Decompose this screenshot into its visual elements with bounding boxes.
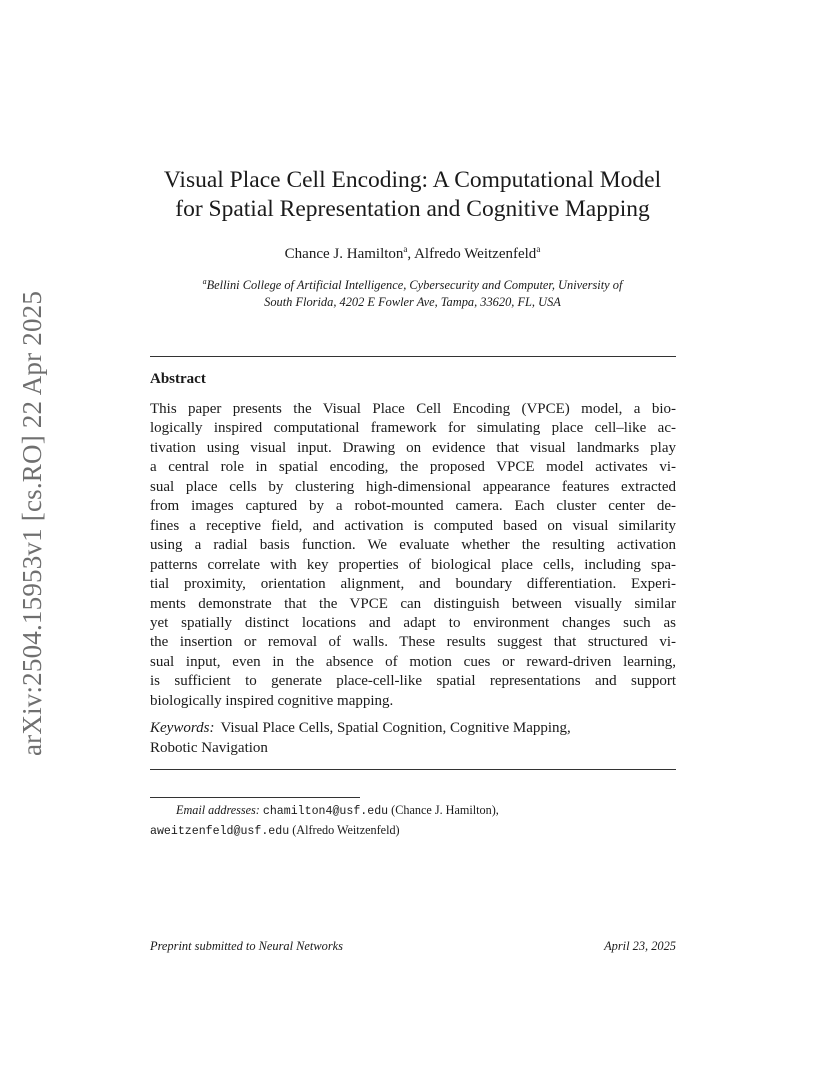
bottom-divider — [150, 769, 676, 770]
keywords-label: Keywords: — [150, 720, 215, 736]
author-list — [150, 245, 675, 263]
footnote-line-2 — [150, 821, 676, 841]
email-owner-1: (Chance J. Hamilton), — [391, 803, 499, 817]
abstract-line: sual input, even in the absence of motion cues or reward-driven learning, — [150, 653, 676, 670]
affiliation-line-2: South Florida, 4202 E Fowler Ave, Tampa, 33620, FL, USA — [264, 295, 561, 309]
submission-date: April 23, 2025 — [604, 939, 676, 953]
email-link-2[interactable]: aweitzenfeld@usf.edu — [150, 825, 290, 838]
keywords-text: Visual Place Cells, Spatial Cognition, Cognitive Mapping, — [220, 720, 571, 736]
abstract-heading: Abstract — [150, 371, 206, 387]
abstract-line: ments demonstrate that the VPCE can distinguish between visually similar — [150, 595, 676, 612]
abstract-line: from images captured by a robot-mounted camera. Each cluster center de- — [150, 498, 676, 515]
footnote-divider — [150, 797, 360, 798]
abstract-line: logically inspired computational framework for simulating place cell–like ac- — [150, 420, 676, 437]
author-separator: , — [407, 246, 415, 262]
abstract-line: a central role in spatial encoding, the proposed VPCE model activates vi- — [150, 459, 676, 476]
title-line-1: Visual Place Cell Encoding: A Computational Model — [163, 167, 662, 193]
affiliation — [150, 277, 675, 311]
abstract-line: tivation using visual input. Drawing on evidence that visual landmarks play — [150, 439, 676, 456]
abstract-body — [150, 400, 676, 711]
title-line-2: for Spatial Representation and Cognitive Mapping — [175, 196, 650, 222]
paper-title — [150, 166, 675, 224]
abstract-line: sual place cells by clustering high-dimensional appearance features extracted — [150, 478, 676, 495]
author-name: Alfredo Weitzenfeld — [414, 246, 537, 262]
top-divider — [150, 356, 676, 357]
abstract-line: This paper presents the Visual Place Cell Encoding (VPCE) model, a bio- — [150, 401, 676, 417]
abstract-line: yet spatially distinct locations and adapt to environment changes such as — [150, 614, 676, 631]
keywords-line-2: Robotic Navigation — [150, 739, 268, 756]
email-footnote — [150, 801, 676, 841]
abstract-line: tial proximity, orientation alignment, and boundary differentiation. Experi- — [150, 576, 676, 593]
affiliation-text: Bellini College of Artificial Intelligence, Cybersecurity and Computer, University of — [206, 278, 623, 292]
email-owner-2: (Alfredo Weitzenfeld) — [292, 823, 400, 837]
abstract-line: patterns correlate with key properties of biological place cells, including spa- — [150, 556, 676, 573]
abstract-line: the insertion or removal of walls. These results suggest that structured vi- — [150, 634, 676, 651]
author-affiliation-marker: a — [403, 244, 408, 254]
arxiv-identifier-stamp: arXiv:2504.15953v1 [cs.RO] 22 Apr 2025 — [17, 290, 47, 756]
preprint-note: Preprint submitted to Neural Networks — [150, 939, 343, 953]
abstract-line: is sufficient to generate place-cell-like spatial representations and support — [150, 673, 676, 690]
email-link-1[interactable]: chamilton4@usf.edu — [262, 805, 389, 818]
email-label: Email addresses: — [176, 803, 260, 817]
keywords — [150, 719, 676, 758]
footnote-line-1 — [150, 801, 676, 821]
keywords-line-1 — [150, 719, 676, 739]
abstract-line: using a radial basis function. We evaluate whether the resulting activation — [150, 537, 676, 554]
affiliation-line-1 — [150, 277, 675, 294]
author-name: Chance J. Hamilton — [284, 246, 404, 262]
author-affiliation-marker: a — [536, 244, 541, 254]
abstract-line: biologically inspired cognitive mapping. — [150, 692, 394, 709]
affiliation-marker: a — [202, 277, 207, 286]
abstract-line: fines a receptive field, and activation is computed based on visual similarity — [150, 517, 676, 534]
